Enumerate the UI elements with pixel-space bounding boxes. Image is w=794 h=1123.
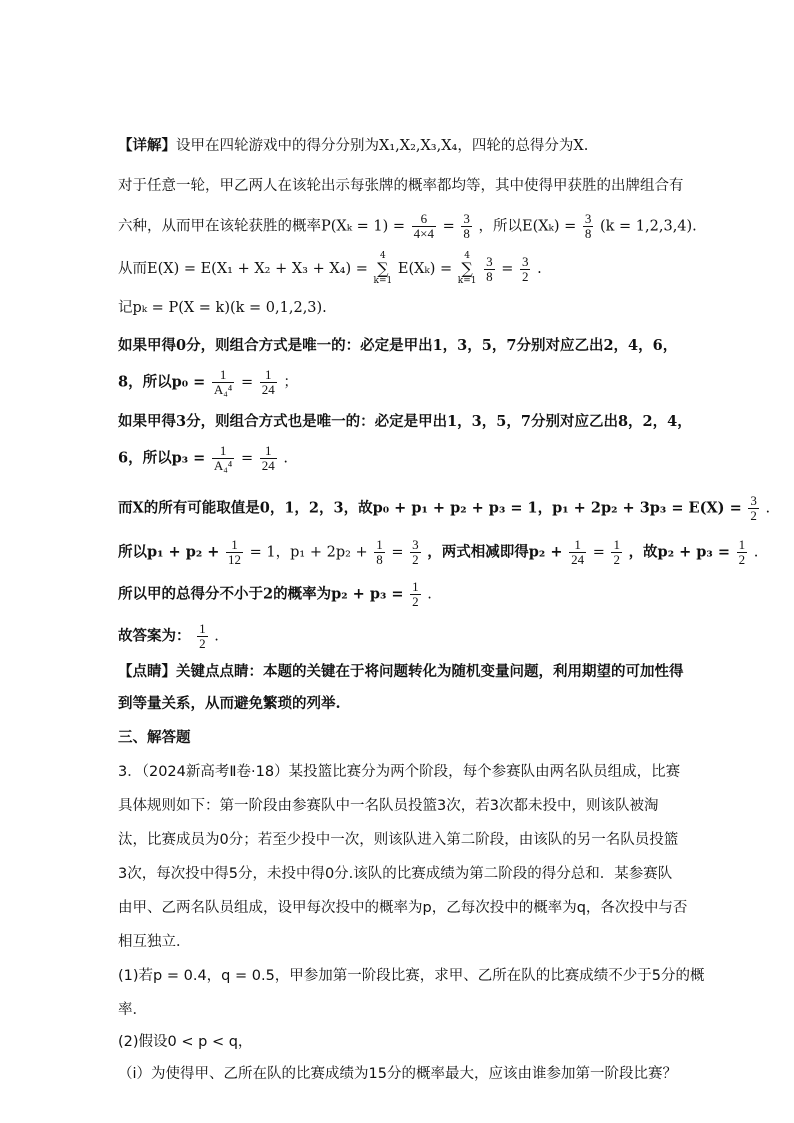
den: 2 [521, 268, 529, 284]
detail-line-4 [118, 252, 678, 286]
text: . [753, 544, 759, 561]
num: 1 [199, 621, 206, 636]
fraction [569, 538, 586, 567]
fraction [611, 538, 622, 567]
sum-bottom: k=1 [373, 276, 393, 286]
num: 1 [212, 368, 234, 383]
den: 2 [412, 552, 419, 567]
den: 2 [412, 594, 419, 609]
detail-line-3 [118, 211, 697, 241]
tip-tag: 【点睛】 [118, 663, 176, 680]
sum-bottom: k=1 [457, 276, 477, 286]
detail-line-9 [118, 444, 678, 473]
fraction [520, 255, 531, 284]
detail-line-7 [118, 368, 678, 397]
den: 8 [463, 226, 470, 241]
detail-tag: 【详解】 [118, 137, 176, 154]
den: 4×4 [413, 226, 434, 241]
num: 3 [463, 211, 470, 226]
detail-line-5: 记pₖ = P(X = k)(k = 0,1,2,3). [118, 300, 327, 316]
text: 8，所以p₀ = [118, 373, 206, 391]
fraction [226, 538, 243, 567]
eq: = [391, 544, 404, 561]
question-line-4: 3次，每次投中得5分，未投中得0分.该队的比赛成绩为第二阶段的得分总和．某参赛队 [118, 866, 673, 882]
sigma-icon: ∑ [461, 259, 473, 278]
num: 3 [750, 493, 757, 508]
den: 2 [613, 552, 620, 567]
text: ，两式相减即得p₂ + [427, 543, 563, 561]
fraction [260, 368, 277, 397]
fraction [260, 444, 277, 473]
eq: = [592, 544, 605, 561]
den: A₄⁴ [213, 458, 233, 473]
num: 3 [412, 537, 419, 552]
fraction [410, 580, 421, 609]
text: 6，所以p₃ = [118, 449, 206, 467]
text: . [537, 261, 542, 277]
text: 所以p₁ + p₂ + [118, 543, 220, 561]
question-line-9: (2)假设0 < p < q， [118, 1034, 253, 1050]
fraction [197, 622, 208, 651]
num: 1 [738, 537, 746, 552]
den: 8 [486, 268, 493, 284]
num: 6 [412, 212, 436, 227]
question-line-3: 汰，比赛成员为0分；若至少投中一次，则该队进入第二阶段，由该队的另一名队员投篮 [118, 832, 679, 848]
section-title: 三、解答题 [118, 729, 191, 746]
detail-line-13 [118, 622, 678, 651]
question-line-10: （i）为使得甲、乙所在队的比赛成绩为15分的概率最大，应该由谁参加第一阶段比赛？ [118, 1066, 677, 1082]
fraction [583, 212, 594, 241]
text: E(Xₖ) = [397, 261, 453, 277]
fraction [748, 494, 759, 523]
num: 1 [569, 538, 586, 553]
text: 从而E(X) = E(X₁ + X₂ + X₃ + X₄) = [118, 261, 368, 277]
question-line-5: 由甲、乙两名队员组成，设甲每次投中的概率为p，乙每次投中的概率为q，各次投中与否 [118, 900, 688, 916]
eq: = [240, 374, 254, 391]
fraction [212, 444, 234, 473]
eq: = [240, 450, 254, 467]
eq: = [501, 261, 514, 277]
num: 1 [412, 579, 419, 594]
den: 24 [261, 458, 275, 473]
question-line-7: (1)若p = 0.4，q = 0.5，甲参加第一阶段比赛，求甲、乙所在队的比赛成绩不少于5分的概 [118, 968, 705, 984]
detail-line-10 [118, 493, 771, 523]
tip-line-2: 到等量关系，从而避免繁琐的列举. [118, 695, 341, 712]
text: . [214, 628, 219, 645]
den: 12 [228, 552, 242, 567]
text: . [765, 500, 771, 517]
text: 故答案为： [118, 627, 191, 645]
sum-symbol [458, 252, 477, 286]
sigma-icon: ∑ [377, 259, 389, 278]
den: A₄⁴ [213, 382, 233, 397]
num: 1 [260, 368, 277, 383]
den: 8 [376, 552, 383, 567]
text: 六种，从而甲在该轮获胜的概率P(Xₖ = 1) = [118, 218, 406, 235]
num: 1 [212, 444, 234, 459]
num: 1 [376, 537, 383, 552]
text: ，故p₂ + p₃ = [628, 543, 730, 561]
sum-top: 4 [380, 251, 386, 261]
text: ； [283, 374, 298, 391]
fraction [461, 212, 472, 241]
text: . [283, 450, 288, 467]
num: 1 [226, 538, 243, 553]
sum-symbol [374, 252, 393, 286]
detail-line-11 [118, 537, 759, 567]
num: 1 [613, 537, 620, 552]
num: 3 [584, 211, 592, 226]
detail-line-8: 如果甲得3分，则组合方式也是唯一的：必定是甲出1，3，5，7分别对应乙出8，2，4， [118, 413, 692, 430]
detail-text-1: 设甲在四轮游戏中的得分分别为X₁,X₂,X₃,X₄，四轮的总得分为X. [176, 138, 589, 154]
num: 3 [521, 253, 529, 269]
detail-line-12 [118, 580, 678, 609]
text: 而X的所有可能取值是0，1，2，3，故p₀ + p₁ + p₂ + p₃ = 1，p₁ + 2p₂ + 3p₃ = E(X) = [118, 499, 742, 517]
fraction [737, 538, 748, 567]
question-line-2: 具体规则如下：第一阶段由参赛队中一名队员投篮3次，若3次都未投中，则该队被淘 [118, 798, 659, 814]
detail-line-2: 对于任意一轮，甲乙两人在该轮出示每张牌的概率都均等，其中使得甲获胜的出牌组合有 [118, 178, 684, 194]
den: 2 [750, 508, 757, 523]
detail-line-6: 如果甲得0分，则组合方式是唯一的：必定是甲出1，3，5，7分别对应乙出2，4，6， [118, 337, 678, 354]
fraction [412, 212, 436, 241]
fraction [410, 538, 421, 567]
question-line-6: 相互独立． [118, 934, 191, 950]
fraction [212, 368, 234, 397]
question-line-1: 3．（2024新高考Ⅱ卷·18）某投篮比赛分为两个阶段，每个参赛队由两名队员组成，比赛 [118, 764, 681, 780]
tip-line-1 [118, 660, 684, 681]
fraction [484, 255, 495, 284]
tip-text-1: 关键点点睛：本题的关键在于将问题转化为随机变量问题，利用期望的可加性得 [176, 663, 684, 680]
den: 8 [584, 226, 592, 241]
question-line-8: 率． [118, 1002, 147, 1018]
text: ，所以E(Xₖ) = [478, 218, 577, 235]
den: 2 [199, 636, 206, 651]
den: 24 [261, 382, 275, 397]
text: (k = 1,2,3,4). [599, 218, 697, 235]
text: . [427, 586, 432, 603]
detail-line-1 [118, 134, 678, 155]
eq: = [442, 218, 455, 235]
text: 所以甲的总得分不小于2的概率为p₂ + p₃ = [118, 585, 404, 603]
num: 1 [260, 444, 277, 459]
den: 24 [571, 552, 585, 567]
den: 2 [738, 552, 746, 567]
text: = 1，p₁ + 2p₂ + [249, 544, 368, 561]
fraction [374, 538, 385, 567]
sum-top: 4 [464, 251, 470, 261]
num: 3 [486, 253, 493, 269]
